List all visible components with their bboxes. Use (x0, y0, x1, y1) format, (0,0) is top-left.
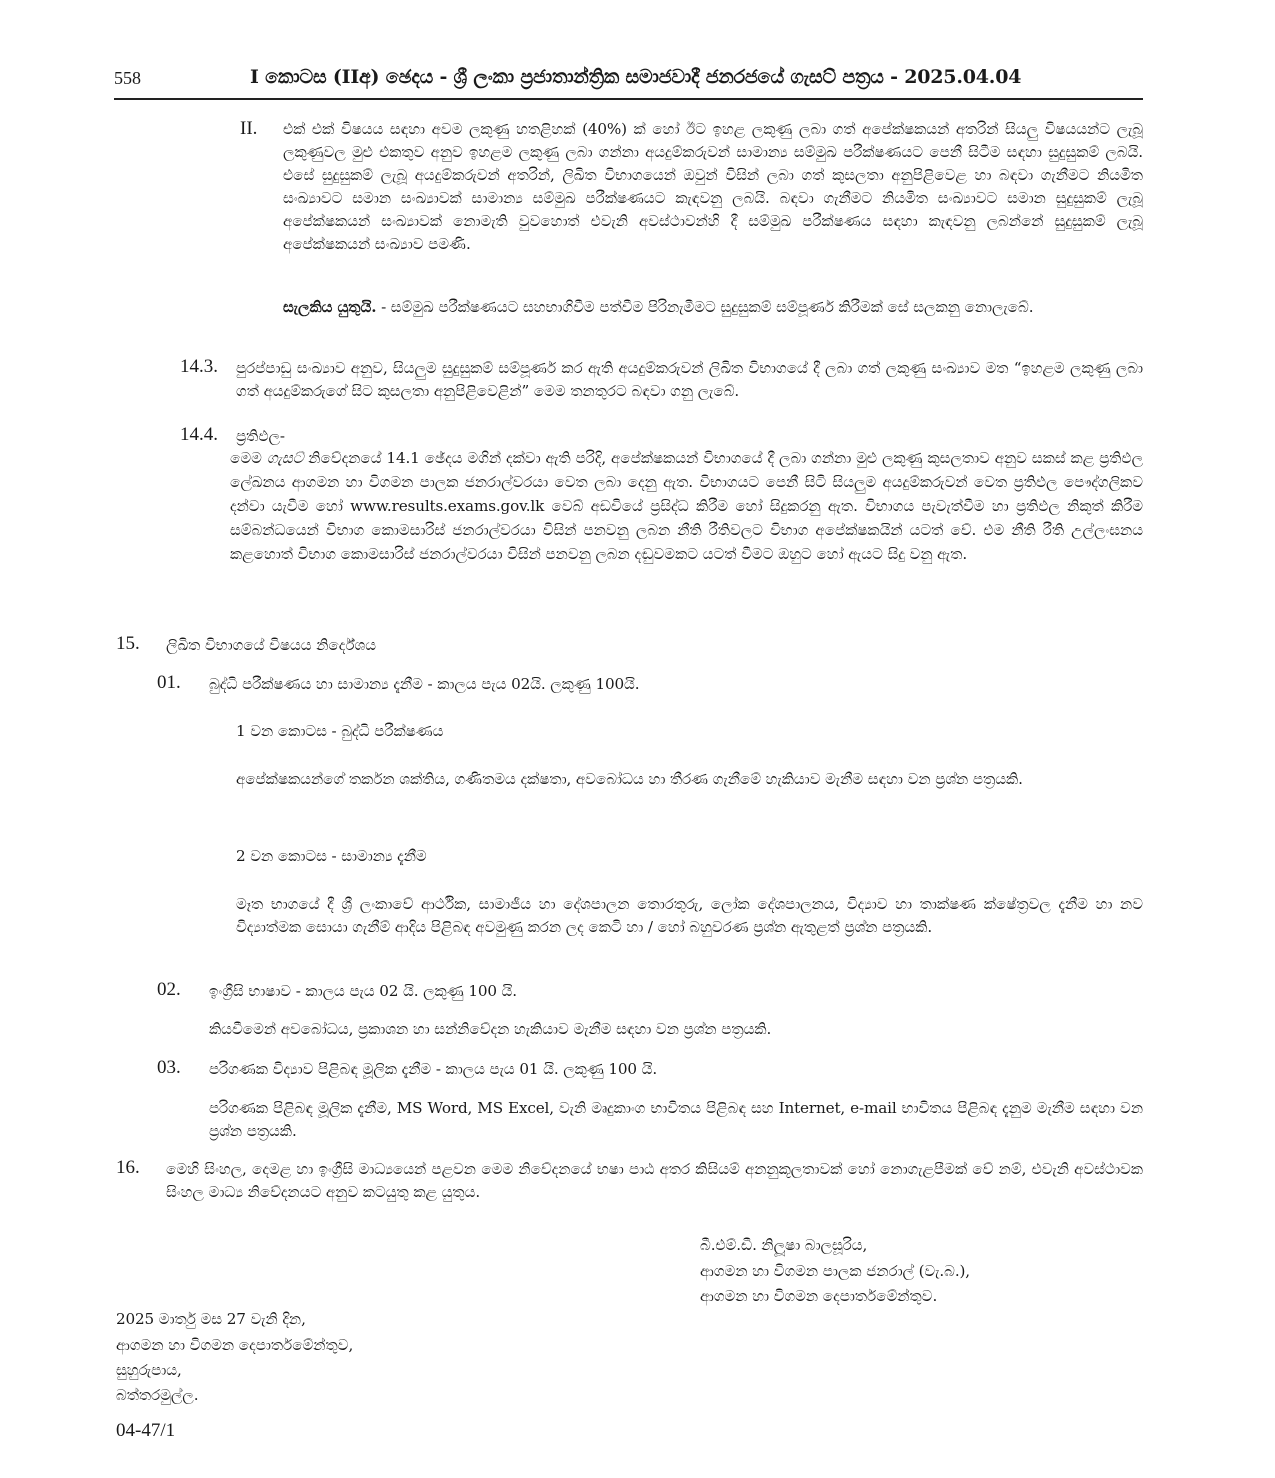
section-15-title: ලිඛිත විභාගයේ විෂයය නිර්දේශය (166, 636, 376, 654)
subject-02-label: 02. (157, 979, 181, 1000)
section-15-label: 15. (116, 633, 140, 654)
reference-number: 04-47/1 (116, 1420, 176, 1441)
note-text: - සම්මුඛ පරීක්ෂණයට සහභාගිවීම පත්වීම පිරිනැමීමට සුදුසුකම් සම්පූර්ණ කිරීමක් සේ සලකනු නොලැබේ. (376, 298, 1034, 316)
results-text-start: මෙම (230, 449, 267, 467)
section-14-4-text (230, 446, 1143, 566)
section-16-text: මෙහි සිංහල, දෙමළ හා ඉංග්‍රීසි මාධ්‍යයෙන් පළවන මෙම නිවේදනයේ භෂා පාඨ අතර කිසියම් අනනුකූලතාවක් හෝ නොගැළපීමක් වේ නම්, එවැනි අවස්ථාවක සිංහල මාධ්‍ය නිවේදනයට අනුව කටයුතු කළ යුතුය. (166, 1160, 1143, 1201)
results-text-italic: ගැසට් (266, 449, 304, 467)
subject-01-part2-title: 2 වන කොටස - සාමාන්‍ය දැනීම (236, 847, 427, 865)
subject-01-part1-title: 1 වන කොටස - බුද්ධි පරීක්ෂණය (236, 722, 444, 740)
subject-01-part2-text: මෑත භාගයේ දී ශ්‍රී ලංකාවේ ආර්ථික, සාමාජීය හා දේශපාලන තොරතුරු, ලෝක දේශපාලනය, විද්‍යාව හා තාක්ෂණ ක්ෂේත්‍රවල දැනීම හා නව විද්‍යාත්මක සොයා ගැනීම් ආදිය පිළිබඳ අවමුණු කරන ලද කෙටි හා / හෝ බහුවරණ ප්‍රශ්න ඇතුළත් ප්‍රශ්න පත්‍රයකි. (236, 895, 1143, 936)
section-16-label: 16. (116, 1157, 140, 1178)
subject-01-title: බුද්ධි පරීක්ෂණය හා සාමාන්‍ය දැනීම - කාලය පැය 02යි. ලකුණු 100යි. (209, 675, 640, 693)
address-line-2: සුහුරුපාය, (116, 1361, 182, 1379)
subject-03-title: පරිගණක විද්‍යාව පිළිබඳ මූලික දැනීම - කාලය පැය 01 යි. ලකුණු 100 යි. (209, 1060, 658, 1078)
issue-date: 2025 මාර්තු මස 27 වැනි දින, (116, 1310, 306, 1328)
subject-03-label: 03. (157, 1057, 181, 1078)
subject-01-label: 01. (157, 672, 181, 693)
signatory-name: බී.එම්.ඩී. නිලූෂා බාලසූරිය, (700, 1236, 868, 1254)
note-label: සැලකිය යුතුයි. (283, 298, 377, 316)
address-line-1: ආගමන හා විගමන දෙපාර්තමේන්තුව, (116, 1336, 354, 1354)
section-ii-label: II. (240, 118, 258, 139)
section-14-3-text: පුරප්පාඩු සංඛ්‍යාව අනුව, සියලුම සුදුසුකම් සම්පූර්ණ කර ඇති අයදුම්කරුවන් ලිඛිත විභාගයේ දී ලබා ගත් ලකුණු සංඛ්‍යාව මත “ඉහළම ලකුණු ලබා ගත් අයදුම්කරුගේ සිට කුසලතා අනුපිළිවෙළින්” මෙම තනතුරට බඳවා ගනු ලැබේ. (236, 359, 1143, 400)
section-14-4-label: 14.4. (180, 424, 218, 445)
section-14-4-title: ප්‍රතිඵල- (236, 427, 285, 445)
header-divider (114, 98, 1143, 100)
section-ii-note (283, 296, 1143, 319)
signatory-department: ආගමන හා විගමන දෙපාර්තමේන්තුව. (700, 1287, 938, 1305)
section-ii-text: එක් එක් විෂයය සඳහා අවම ලකුණු හතළිහක් (40%) ක් හෝ ඊට ඉහළ ලකුණු ලබා ගත් අපේක්ෂකයන් අතරින් සියලු විෂයයන්ට ලැබූ ලකුණුවල මුළු එකතුව අනුව ඉහළම ලකුණු ලබා ගන්නා අයදුම්කරුවන් සාමාන්‍ය සම්මුඛ පරීක්ෂණයට පෙනී සිටීම සඳහා සුදුසුකම් ලබයි. එසේ සුදුසුකම් ලැබූ අයදුම්කරුවන් අතරින්, ලිඛිත විභාගයෙන් ඔවුන් විසින් ලබා ගත් කුසලතා අනුපිළිවෙළ හා බඳවා ගැනීමට නියමිත සංඛ්‍යාවට සමාන සංඛ්‍යාවක් සාමාන්‍ය සම්මුඛ පරීක්ෂණයට කැඳවනු ලබයි. බඳවා ගැනීමට නියමිත සංඛ්‍යාවට සමාන සුදුසුකම් ලැබූ අපේක්ෂකයන් සංඛ්‍යාවක් නොමැති වුවහොත් එවැනි අවස්ථාවන්හි දී සම්මුඛ පරීක්ෂණය සඳහා කැඳවනු ලබන්නේ සුදුසුකම් ලැබූ අපේක්ෂකයන් සංඛ්‍යාව පමණි. (283, 120, 1143, 253)
subject-02-title: ඉංග්‍රීසි භාෂාව - කාලය පැය 02 යි. ලකුණු 100 යි. (209, 982, 517, 1000)
page-number: 558 (114, 68, 141, 88)
results-text-rest: නිවේදනයේ 14.1 ඡේදය මගින් දක්වා ඇති පරිදි, අපේක්ෂකයන් විභාගයේ දී ලබා ගන්නා මුළු ලකුණු කුසලතාව අනුව සකස් කළ ප්‍රතිඵල ලේඛනය ආගමන හා විගමන පාලක ජනරාල්වරයා වෙත ලබා දෙනු ඇත. විභාගයට පෙනී සිටි සියලුම අයදුම්කරුවන් වෙත ප්‍රතිඵල පෞද්ගලිකව දන්වා යැවීම හෝ www.results.exams.gov.lk වෙබ් අඩවියේ ප්‍රසිද්ධ කිරීම හෝ සිදුකරනු ඇත. විභාගය පැවැත්වීම හා ප්‍රතිඵල නිකුත් කිරීම සම්බන්ධයෙන් විභාග කොමසාරිස් ජනරාල්වරයා විසින් පනවනු ලබන නීති රීතිවලට විභාග අපේක්ෂකයින් යටත් වේ. එම නීති රීති උල්ලංඝනය කළහොත් විභාග කොමසාරිස් ජනරාල්වරයා විසින් පනවනු ලබන දඬුවමකට යටත් වීමට ඔහුට හෝ ඇයට සිදු වනු ඇත. (230, 449, 1144, 563)
address-line-3: බත්තරමුල්ල. (116, 1386, 199, 1404)
signatory-title: ආගමන හා විගමන පාලක ජනරාල් (වැ.බ.), (700, 1262, 970, 1280)
gazette-header-title: I කොටස (IIඅ) ඡෙදය - ශ්‍රී ලංකා ප්‍රජාතාන්ත්‍රික සමාජවාදී ජනරජයේ ගැසට් පත්‍රය - 2025.04.04 (250, 66, 1022, 88)
subject-03-text: පරිගණක පිළිබඳ මූලික දැනීම, MS Word, MS Excel, වැනි මෘදුකාංග භාවිතය පිළිබඳ සහ Internet, e-mail භාවිතය පිළිබඳ දැනුම මැනීම සඳහා වන ප්‍රශ්න පත්‍රයකි. (209, 1099, 1143, 1140)
section-14-3-label: 14.3. (180, 356, 218, 377)
subject-01-part1-text: අපේක්ෂකයන්ගේ තර්කන ශක්තිය, ගණිතමය දක්ෂතා, අවබෝධය හා තීරණ ගැනීමේ හැකියාව මැනීම සඳහා වන ප්‍රශ්න පත්‍රයකි. (236, 770, 1023, 788)
subject-02-text: කියවීමෙන් අවබෝධය, ප්‍රකාශන හා සන්නිවේදන හැකියාව මැනීම සඳහා වන ප්‍රශ්න පත්‍රයකි. (209, 1020, 772, 1038)
